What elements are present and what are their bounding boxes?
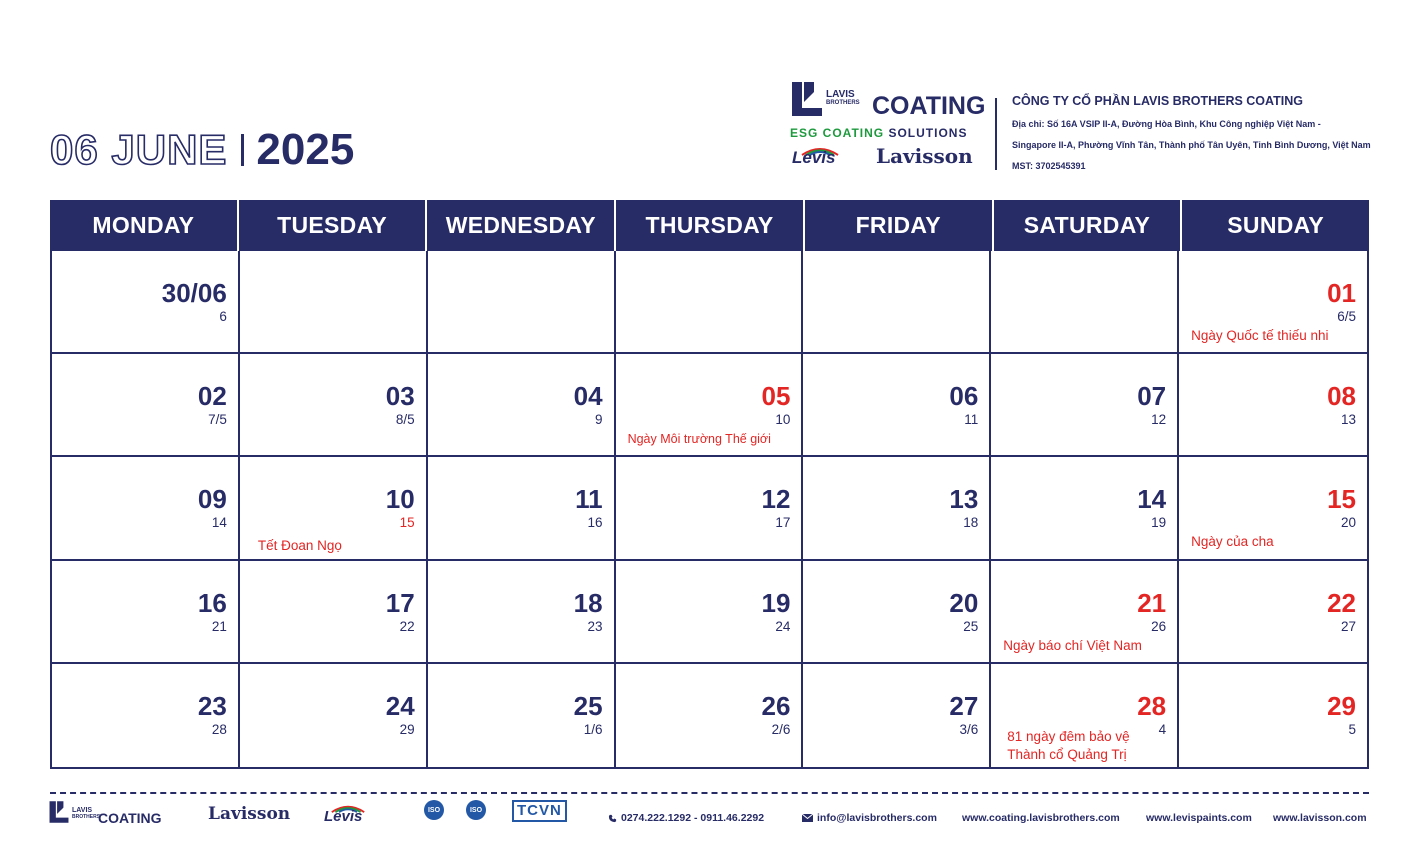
lunar-date: 10 xyxy=(775,412,791,428)
lunar-date: 20 xyxy=(1340,515,1356,531)
company-info xyxy=(1012,94,1372,177)
weekday-saturday: SATURDAY xyxy=(994,200,1183,251)
lavis-brothers-wordmark: LAVIS BROTHERS xyxy=(826,89,860,106)
lunar-date: 6/5 xyxy=(1337,309,1356,324)
lunar-date: 15 xyxy=(399,515,415,531)
lunar-date: 19 xyxy=(1151,515,1167,531)
day-number: 09 xyxy=(197,484,227,515)
day-number: 22 xyxy=(1327,587,1356,618)
footer-lavisson-logo: Lavisson xyxy=(208,804,291,824)
footer-website-levis[interactable]: www.levispaints.com xyxy=(1146,812,1252,824)
calendar-cell xyxy=(52,561,240,664)
calendar-cell xyxy=(991,251,1179,354)
calendar-cell xyxy=(428,664,616,767)
lunar-date: 16 xyxy=(587,515,603,531)
calendar-cell xyxy=(803,457,991,560)
lunar-date: 25 xyxy=(963,618,979,634)
header-divider xyxy=(995,98,997,170)
calendar-cell xyxy=(616,354,804,457)
lavisson-logo: Lavisson xyxy=(876,144,973,168)
lunar-date: 28 xyxy=(211,721,227,737)
day-number: 12 xyxy=(761,484,791,515)
lunar-date: 24 xyxy=(775,618,791,634)
lunar-date: 17 xyxy=(775,515,791,531)
year-label: 2025 xyxy=(256,125,355,174)
lavis-logo-icon xyxy=(48,800,70,824)
calendar-grid xyxy=(50,251,1369,769)
phone-icon xyxy=(608,814,617,823)
calendar-cell xyxy=(991,354,1179,457)
levis-logo: Levis xyxy=(792,148,836,167)
holiday-label: Tết Đoan Ngọ xyxy=(257,538,342,554)
footer-coating-wordmark: COATING xyxy=(98,810,162,826)
day-number: 11 xyxy=(575,484,603,515)
holiday-label: 81 ngày đêm bảo vệ Thành cổ Quảng Trị xyxy=(1007,728,1130,762)
lunar-date: 9 xyxy=(595,412,603,428)
holiday-label: Ngày của cha xyxy=(1191,534,1274,550)
day-number: 20 xyxy=(949,587,979,618)
iso-certification-icon: ISO xyxy=(466,800,486,820)
footer-phone: 0274.222.1292 - 0911.46.2292 xyxy=(608,812,764,824)
calendar-cell xyxy=(240,457,428,560)
calendar-cell xyxy=(991,561,1179,664)
calendar-cell xyxy=(803,664,991,767)
day-number: 28 xyxy=(1137,690,1167,721)
calendar-cell xyxy=(616,251,804,354)
mail-icon xyxy=(802,814,813,822)
brand-logo-block xyxy=(788,78,986,174)
month-label: 06 JUNE xyxy=(50,126,228,173)
calendar-cell xyxy=(1179,354,1367,457)
calendar-cell xyxy=(428,561,616,664)
lunar-date: 26 xyxy=(1151,618,1167,634)
day-number: 13 xyxy=(949,484,979,515)
lunar-date: 14 xyxy=(211,515,227,531)
iso-certification-icon: ISO xyxy=(424,800,444,820)
lunar-date: 12 xyxy=(1151,412,1167,428)
footer-divider xyxy=(50,792,1369,794)
calendar-title xyxy=(50,124,354,176)
calendar-cell xyxy=(1179,457,1367,560)
lunar-date: 6 xyxy=(219,309,227,324)
calendar-cell xyxy=(52,354,240,457)
day-number: 30/06 xyxy=(161,278,227,308)
day-number: 23 xyxy=(197,690,227,721)
calendar-cell xyxy=(240,561,428,664)
day-number: 01 xyxy=(1327,278,1356,308)
day-number: 27 xyxy=(949,690,979,721)
lunar-date: 7/5 xyxy=(208,412,227,428)
lunar-date: 11 xyxy=(964,412,979,428)
day-number: 10 xyxy=(385,484,415,515)
footer xyxy=(48,798,1373,838)
day-number: 26 xyxy=(761,690,791,721)
day-number: 08 xyxy=(1327,381,1356,412)
day-number: 03 xyxy=(385,381,415,412)
lunar-date: 3/6 xyxy=(959,721,979,737)
calendar-cell xyxy=(52,664,240,767)
coating-wordmark: COATING xyxy=(872,92,986,120)
day-number: 16 xyxy=(197,587,227,618)
calendar-cell xyxy=(803,354,991,457)
day-number: 29 xyxy=(1327,690,1356,721)
company-tax-code: MST: 3702545391 xyxy=(1012,161,1086,171)
weekday-monday: MONDAY xyxy=(50,200,239,251)
day-number: 17 xyxy=(385,587,415,618)
esg-tagline: ESG COATING SOLUTIONS xyxy=(790,126,968,140)
calendar-cell xyxy=(991,457,1179,560)
day-number: 21 xyxy=(1137,587,1167,618)
calendar-cell xyxy=(616,457,804,560)
day-number: 25 xyxy=(573,690,603,721)
calendar-cell xyxy=(803,251,991,354)
company-name: CÔNG TY CỔ PHẦN LAVIS BROTHERS COATING xyxy=(1012,94,1303,108)
lunar-date: 13 xyxy=(1340,412,1356,428)
calendar-cell xyxy=(991,664,1179,767)
footer-website-coating[interactable]: www.coating.lavisbrothers.com xyxy=(962,812,1120,824)
day-number: 19 xyxy=(761,587,791,618)
lunar-date: 22 xyxy=(399,618,415,634)
weekday-sunday: SUNDAY xyxy=(1227,212,1325,238)
lunar-date: 2/6 xyxy=(771,721,791,737)
weekday-header xyxy=(50,200,1369,251)
day-number: 02 xyxy=(197,381,227,412)
day-number: 05 xyxy=(761,381,791,412)
weekday-tuesday: TUESDAY xyxy=(239,200,428,251)
calendar-cell xyxy=(1179,664,1367,767)
holiday-label: Ngày báo chí Việt Nam xyxy=(1003,637,1142,653)
calendar-cell xyxy=(52,457,240,560)
lunar-date: 27 xyxy=(1340,618,1356,634)
footer-email: info@lavisbrothers.com xyxy=(802,812,937,824)
holiday-label: Ngày Quốc tế thiếu nhi xyxy=(1191,328,1329,343)
lunar-date: 1/6 xyxy=(583,721,603,737)
calendar-cell xyxy=(240,664,428,767)
company-address-line-1: Địa chỉ: Số 16A VSIP II-A, Đường Hòa Bình, Khu Công nghiệp Việt Nam - xyxy=(1012,119,1321,129)
day-number: 14 xyxy=(1137,484,1167,515)
weekday-friday: FRIDAY xyxy=(805,200,994,251)
tcvn-certification-logo: TCVN xyxy=(512,800,567,822)
company-address-line-2: Singapore II-A, Phường Vĩnh Tân, Thành phố Tân Uyên, Tỉnh Bình Dương, Việt Nam xyxy=(1012,140,1371,150)
title-divider xyxy=(241,134,244,166)
holiday-label: Ngày Môi trường Thế giới xyxy=(627,432,771,447)
lavis-logo-icon xyxy=(790,80,824,118)
calendar-cell xyxy=(428,457,616,560)
lunar-date: 5 xyxy=(1348,721,1356,737)
calendar-table xyxy=(50,200,1369,769)
lunar-date: 8/5 xyxy=(395,412,415,428)
lunar-date: 23 xyxy=(587,618,603,634)
day-number: 04 xyxy=(573,381,603,412)
calendar-cell xyxy=(240,251,428,354)
day-number: 24 xyxy=(385,690,415,721)
day-number: 06 xyxy=(949,381,979,412)
calendar-cell xyxy=(1179,251,1367,354)
calendar-cell xyxy=(240,354,428,457)
calendar-cell xyxy=(428,251,616,354)
calendar-cell xyxy=(803,561,991,664)
day-number: 18 xyxy=(573,587,603,618)
footer-levis-logo: Levis xyxy=(324,808,363,825)
lunar-date: 29 xyxy=(399,721,415,737)
footer-website-lavisson[interactable]: www.lavisson.com xyxy=(1273,812,1367,824)
lunar-date: 4 xyxy=(1158,721,1167,737)
lunar-date: 18 xyxy=(963,515,979,531)
day-number: 07 xyxy=(1137,381,1167,412)
footer-lavis-wordmark: LAVIS BROTHERS xyxy=(72,807,101,820)
calendar-cell xyxy=(616,561,804,664)
weekday-thursday: THURSDAY xyxy=(616,200,805,251)
calendar-cell xyxy=(52,251,240,354)
calendar-cell xyxy=(616,664,804,767)
calendar-cell xyxy=(428,354,616,457)
lunar-date: 21 xyxy=(211,618,227,634)
weekday-wednesday: WEDNESDAY xyxy=(427,200,616,251)
calendar-cell xyxy=(1179,561,1367,664)
day-number: 15 xyxy=(1327,484,1356,515)
